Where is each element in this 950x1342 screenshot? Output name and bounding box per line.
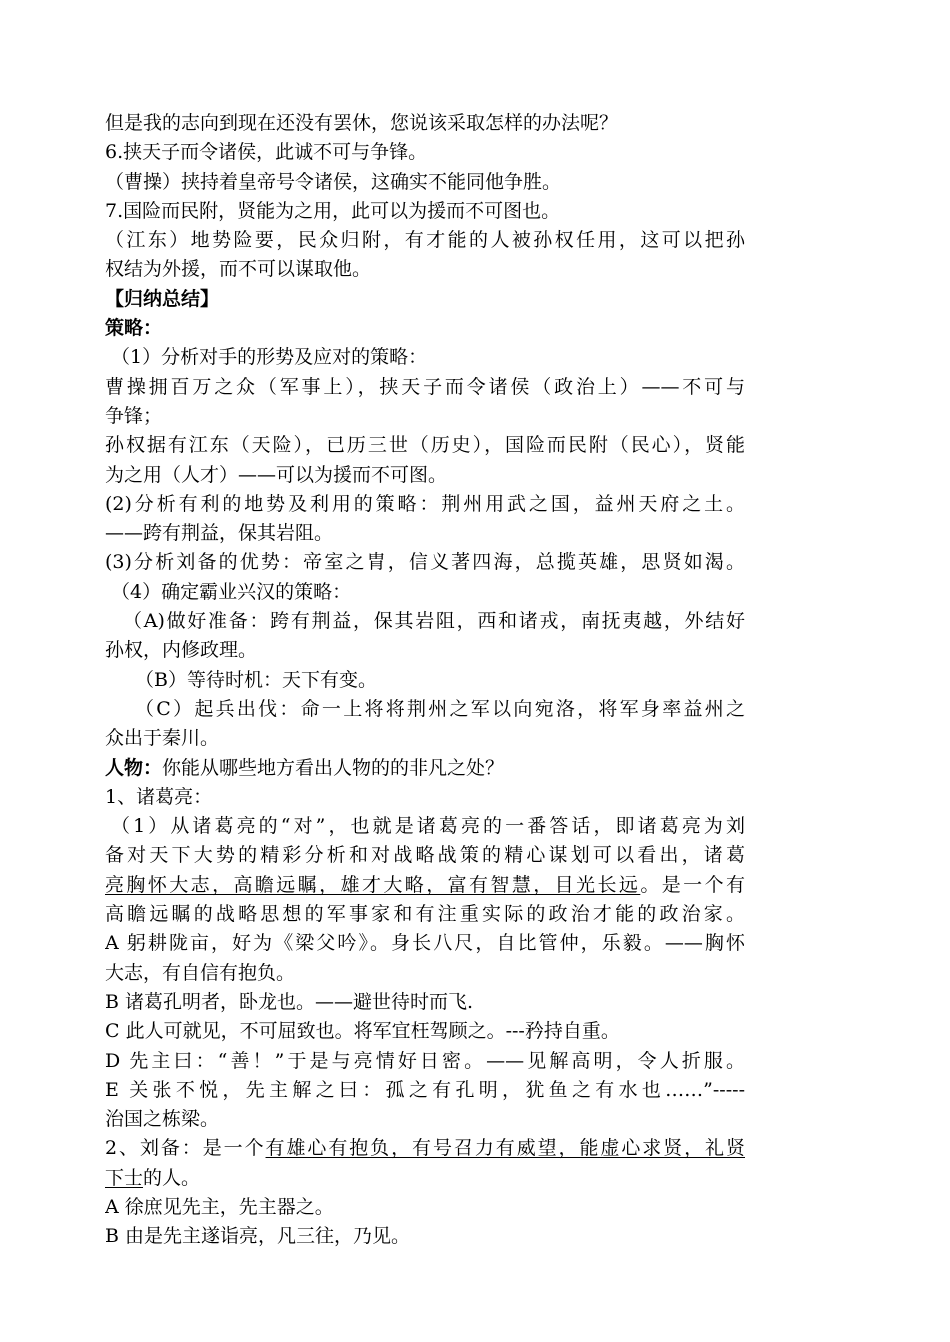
- text-line: 为之用（人才）——可以为援而不可图。: [105, 463, 448, 486]
- text-line: B 诸葛孔明者，卧龙也。——避世待时而飞.: [105, 990, 474, 1013]
- text-span: 2、刘备：是一个: [105, 1137, 266, 1160]
- text-line: （1）分析对手的形势及应对的策略：: [111, 346, 428, 369]
- text-line: [105, 754, 745, 783]
- text-line: 孙权据有江东（天险），已历三世（历史），国险而民附（民心），贤能: [105, 434, 745, 457]
- text-line: 争锋；: [105, 404, 163, 427]
- section-heading: 【归纳总结】: [105, 287, 220, 310]
- text-line: （1）从诸葛亮的“对”，也就是诸葛亮的一番答话，即诸葛亮为刘: [111, 815, 745, 838]
- text-line: （A)做好准备：跨有荆益，保其岩阻，西和诸戎，南抚夷越，外结好: [123, 610, 745, 633]
- subsection-heading: 策略：: [105, 317, 163, 340]
- text-line: 7.国险而民附，贤能为之用，此可以为援而不可图也。: [105, 199, 561, 222]
- text-line: （曹操）挟持着皇帝号令诸侯，这确实不能同他争胜。: [105, 170, 562, 193]
- underlined-text: 亮胸怀大志，高瞻远瞩，雄才大略，富有智慧，目光长远: [105, 873, 641, 896]
- text-line: [105, 1164, 745, 1193]
- text-line: 但是我的志向到现在还没有罢休，您说该采取怎样的办法呢？: [105, 112, 619, 134]
- text-line: 6.挟天子而令诸侯，此诚不可与争锋。: [105, 141, 428, 164]
- text-line: 众出于秦川。: [105, 727, 220, 750]
- text-line: ——跨有荆益，保其岩阻。: [105, 522, 334, 545]
- text-line: E 关张不悦，先主解之曰：孤之有孔明，犹鱼之有水也……”-----: [105, 1078, 745, 1101]
- text-line: D 先主曰：“善！”于是与亮情好日密。——见解高明，令人折服。: [105, 1049, 745, 1072]
- text-line: (2)分析有利的地势及利用的策略：荆州用武之国，益州天府之土。: [105, 492, 745, 515]
- text-line: A 徐庶见先主，先主器之。: [105, 1195, 334, 1218]
- text-line: 治国之栋梁。: [105, 1108, 220, 1131]
- text-span: 你能从哪些地方看出人物的的非凡之处？: [162, 756, 505, 779]
- text-line: B 由是先主遂诣亮，凡三往，乃见。: [105, 1225, 411, 1248]
- text-line: C 此人可就见，不可屈致也。将军宜枉驾顾之。---矜持自重。: [105, 1020, 620, 1043]
- subsection-heading: 人物：: [105, 756, 163, 779]
- text-span: 的人。: [143, 1166, 201, 1189]
- document-page: [105, 109, 745, 1252]
- text-line: 孙权，内修政理。: [105, 639, 258, 662]
- text-line: [105, 871, 745, 900]
- underlined-text: 下士: [105, 1166, 144, 1189]
- text-line: 1、诸葛亮：: [105, 785, 213, 808]
- text-line: 权结为外援，而不可以谋取他。: [105, 258, 372, 281]
- text-line: 大志，有自信有抱负。: [105, 961, 296, 984]
- text-line: （4）确定霸业兴汉的策略：: [111, 580, 352, 603]
- text-line: A 躬耕陇亩，好为《梁父吟》。身长八尺，自比管仲，乐毅。——胸怀: [105, 932, 745, 955]
- text-line: 曹操拥百万之众（军事上），挟天子而令诸侯（政治上）——不可与: [105, 375, 745, 398]
- text-line: （B）等待时机：天下有变。: [135, 668, 377, 691]
- text-line: （江东）地势险要，民众归附，有才能的人被孙权任用，这可以把孙: [105, 229, 745, 252]
- underlined-text: 有雄心有抱负，有号召力有威望，能虚心求贤，礼贤: [265, 1137, 745, 1160]
- text-line: （C）起兵出伐：命一上将将荆州之军以向宛洛，将军身率益州之: [135, 697, 745, 720]
- text-line: 高瞻远瞩的战略思想的军事家和有注重实际的政治才能的政治家。: [105, 903, 745, 926]
- text-span: 。是一个有: [640, 873, 745, 896]
- text-line: [105, 1134, 745, 1163]
- text-line: (3)分析刘备的优势：帝室之胄，信义著四海，总揽英雄，思贤如渴。: [105, 551, 745, 574]
- text-line: 备对天下大势的精彩分析和对战略战策的精心谋划可以看出，诸葛: [105, 844, 745, 867]
